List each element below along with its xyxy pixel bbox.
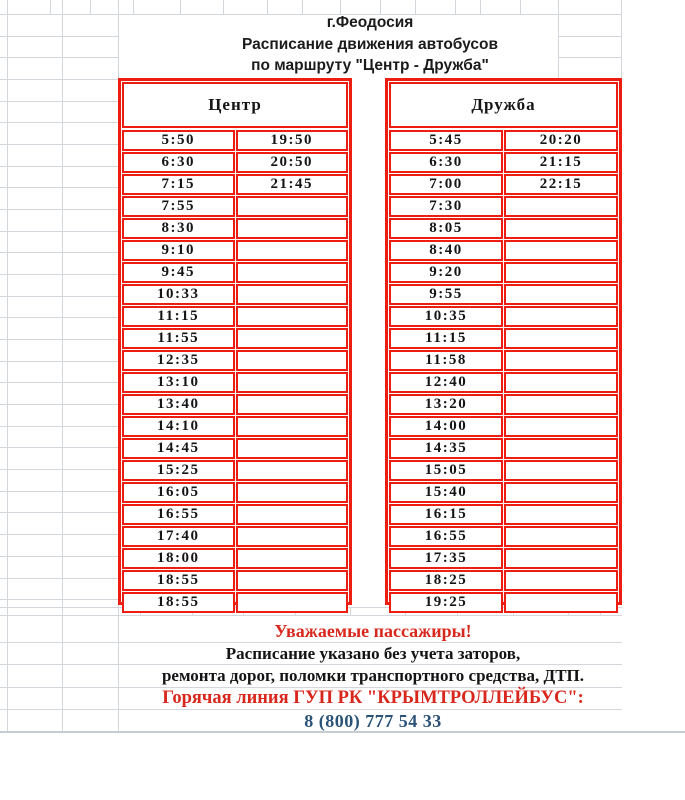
- time-cell: 7:30: [389, 196, 503, 217]
- time-cell: 7:00: [389, 174, 503, 195]
- time-cell: [504, 592, 618, 613]
- table-row: [389, 482, 618, 503]
- table-row: [122, 196, 348, 217]
- time-cell: [504, 570, 618, 591]
- gridline: [0, 187, 118, 188]
- table-row: [389, 240, 618, 261]
- time-cell: 13:20: [389, 394, 503, 415]
- time-cell: 9:55: [389, 284, 503, 305]
- time-cell: [236, 460, 349, 481]
- time-cell: [504, 460, 618, 481]
- time-cell: 22:15: [504, 174, 618, 195]
- table-row: [389, 592, 618, 613]
- gridline: [0, 79, 118, 80]
- time-cell: [236, 328, 349, 349]
- gridline: [0, 339, 118, 340]
- gridline: [0, 578, 118, 579]
- time-cell: [504, 372, 618, 393]
- time-cell: [236, 416, 349, 437]
- time-cell: 14:45: [122, 438, 235, 459]
- time-cell: 14:10: [122, 416, 235, 437]
- time-cell: [236, 284, 349, 305]
- time-cell: 7:55: [122, 196, 235, 217]
- gridline: [0, 36, 118, 37]
- gridline: [0, 447, 118, 448]
- table-row: [122, 438, 348, 459]
- table-row: [389, 130, 618, 151]
- time-cell: [236, 548, 349, 569]
- time-cell: 6:30: [122, 152, 235, 173]
- table-row: [122, 328, 348, 349]
- table-row: [389, 394, 618, 415]
- time-cell: 20:20: [504, 130, 618, 151]
- time-cell: [236, 504, 349, 525]
- time-cell: [236, 394, 349, 415]
- time-cell: 21:15: [504, 152, 618, 173]
- time-cell: [504, 350, 618, 371]
- gridline: [7, 0, 8, 731]
- time-cell: [504, 284, 618, 305]
- time-cell: [236, 592, 349, 613]
- time-cell: [236, 438, 349, 459]
- gridline: [62, 0, 63, 731]
- time-cell: [504, 548, 618, 569]
- table-row: [389, 416, 618, 437]
- notice-hotline: Горячая линия ГУП РК "КРЫМТРОЛЛЕЙБУС":: [162, 688, 584, 708]
- time-cell: 11:55: [122, 328, 235, 349]
- time-cell: [504, 240, 618, 261]
- gridline: [0, 57, 118, 58]
- time-cell: 11:15: [389, 328, 503, 349]
- time-cell: 18:25: [389, 570, 503, 591]
- gridline: [0, 556, 118, 557]
- time-cell: [236, 262, 349, 283]
- time-cell: [236, 482, 349, 503]
- time-cell: 15:40: [389, 482, 503, 503]
- time-cell: 17:40: [122, 526, 235, 547]
- time-cell: 14:00: [389, 416, 503, 437]
- gridline: [0, 144, 118, 145]
- gridline: [0, 101, 118, 102]
- time-cell: 10:33: [122, 284, 235, 305]
- time-cell: [504, 504, 618, 525]
- time-cell: 16:15: [389, 504, 503, 525]
- time-cell: 18:55: [122, 592, 235, 613]
- gridline: [50, 0, 51, 14]
- time-cell: [504, 306, 618, 327]
- time-cell: 9:10: [122, 240, 235, 261]
- time-cell: [504, 416, 618, 437]
- time-cell: 11:58: [389, 350, 503, 371]
- time-cell: [236, 570, 349, 591]
- gridline: [0, 426, 118, 427]
- gridline: [0, 166, 118, 167]
- table-row: [389, 174, 618, 195]
- table-body-center: [122, 130, 348, 610]
- page-title-line2: по маршруту "Центр - Дружба": [251, 57, 489, 75]
- table-row: [389, 438, 618, 459]
- schedule-table-druzhba: [385, 78, 622, 610]
- page-title-line1: Расписание движения автобусов: [241, 35, 499, 53]
- table-row: [389, 196, 618, 217]
- time-cell: [504, 526, 618, 547]
- table-row: [122, 174, 348, 195]
- time-cell: 9:20: [389, 262, 503, 283]
- table-row: [122, 548, 348, 569]
- table-row: [389, 218, 618, 239]
- gridline: [0, 534, 118, 535]
- time-cell: 12:35: [122, 350, 235, 371]
- table-row: [389, 152, 618, 173]
- table-row: [122, 284, 348, 305]
- time-cell: 19:50: [236, 130, 349, 151]
- time-cell: [504, 482, 618, 503]
- notice-line2: ремонта дорог, поломки транспортного средства, ДТП.: [161, 666, 585, 685]
- time-cell: [236, 526, 349, 547]
- time-cell: [504, 394, 618, 415]
- notice-heading: Уважаемые пассажиры!: [274, 621, 472, 641]
- time-cell: 21:45: [236, 174, 349, 195]
- time-cell: 8:05: [389, 218, 503, 239]
- gridline: [90, 0, 91, 14]
- notice-line1: Расписание указано без учета заторов,: [225, 644, 521, 663]
- time-cell: 8:30: [122, 218, 235, 239]
- table-row: [122, 482, 348, 503]
- table-row: [389, 262, 618, 283]
- table-row: [122, 570, 348, 591]
- table-row: [389, 372, 618, 393]
- time-cell: 16:55: [389, 526, 503, 547]
- table-row: [389, 570, 618, 591]
- time-cell: [236, 372, 349, 393]
- table-row: [389, 328, 618, 349]
- gridline: [0, 274, 118, 275]
- time-cell: 10:35: [389, 306, 503, 327]
- time-cell: [504, 328, 618, 349]
- table-row: [122, 504, 348, 525]
- gridline: [0, 512, 118, 513]
- table-row: [122, 372, 348, 393]
- gridline: [0, 404, 118, 405]
- time-cell: [504, 438, 618, 459]
- page-title-city: г.Феодосия: [326, 14, 414, 31]
- table-header-druzhba: Дружба: [389, 82, 618, 128]
- table-row: [389, 504, 618, 525]
- time-cell: [236, 306, 349, 327]
- table-row: [389, 460, 618, 481]
- table-header-center: Центр: [122, 82, 348, 128]
- time-cell: [236, 240, 349, 261]
- time-cell: [236, 350, 349, 371]
- time-cell: [504, 262, 618, 283]
- gridline: [0, 469, 118, 470]
- time-cell: 17:35: [389, 548, 503, 569]
- time-cell: 16:05: [122, 482, 235, 503]
- time-cell: 14:35: [389, 438, 503, 459]
- gridline: [0, 209, 118, 210]
- table-row: [389, 306, 618, 327]
- time-cell: 13:10: [122, 372, 235, 393]
- time-cell: [236, 196, 349, 217]
- gridline: [350, 607, 351, 616]
- time-cell: 9:45: [122, 262, 235, 283]
- time-cell: 11:15: [122, 306, 235, 327]
- table-row: [389, 350, 618, 371]
- time-cell: 7:15: [122, 174, 235, 195]
- table-row: [389, 526, 618, 547]
- time-cell: 19:25: [389, 592, 503, 613]
- table-body-druzhba: [389, 130, 618, 610]
- gridline: [0, 361, 118, 362]
- notice-phone-number: 8 (800) 777 54 33: [304, 711, 442, 731]
- schedule-table-center: [118, 78, 352, 610]
- time-cell: 20:50: [236, 152, 349, 173]
- time-cell: 5:50: [122, 130, 235, 151]
- gridline: [0, 122, 118, 123]
- table-row: [122, 218, 348, 239]
- gridline: [0, 317, 118, 318]
- time-cell: 6:30: [389, 152, 503, 173]
- gridline: [0, 231, 118, 232]
- table-row: [122, 240, 348, 261]
- table-row: [122, 306, 348, 327]
- table-row: [122, 416, 348, 437]
- gridline: [0, 491, 118, 492]
- time-cell: 15:25: [122, 460, 235, 481]
- table-row: [389, 548, 618, 569]
- table-row: [122, 130, 348, 151]
- time-cell: 5:45: [389, 130, 503, 151]
- time-cell: [236, 218, 349, 239]
- table-row: [122, 526, 348, 547]
- table-row: [122, 592, 348, 613]
- time-cell: 15:05: [389, 460, 503, 481]
- title-block: [118, 12, 622, 77]
- time-cell: 18:00: [122, 548, 235, 569]
- gridline: [0, 252, 118, 253]
- time-cell: 18:55: [122, 570, 235, 591]
- gridline: [0, 615, 622, 616]
- time-cell: 12:40: [389, 372, 503, 393]
- gridline: [0, 382, 118, 383]
- time-cell: 13:40: [122, 394, 235, 415]
- table-row: [122, 262, 348, 283]
- table-row: [122, 152, 348, 173]
- gridline: [0, 296, 118, 297]
- time-cell: [504, 196, 618, 217]
- table-row: [122, 394, 348, 415]
- table-row: [122, 460, 348, 481]
- time-cell: 16:55: [122, 504, 235, 525]
- time-cell: 8:40: [389, 240, 503, 261]
- time-cell: [504, 218, 618, 239]
- table-row: [389, 284, 618, 305]
- gridline: [0, 599, 118, 600]
- table-row: [122, 350, 348, 371]
